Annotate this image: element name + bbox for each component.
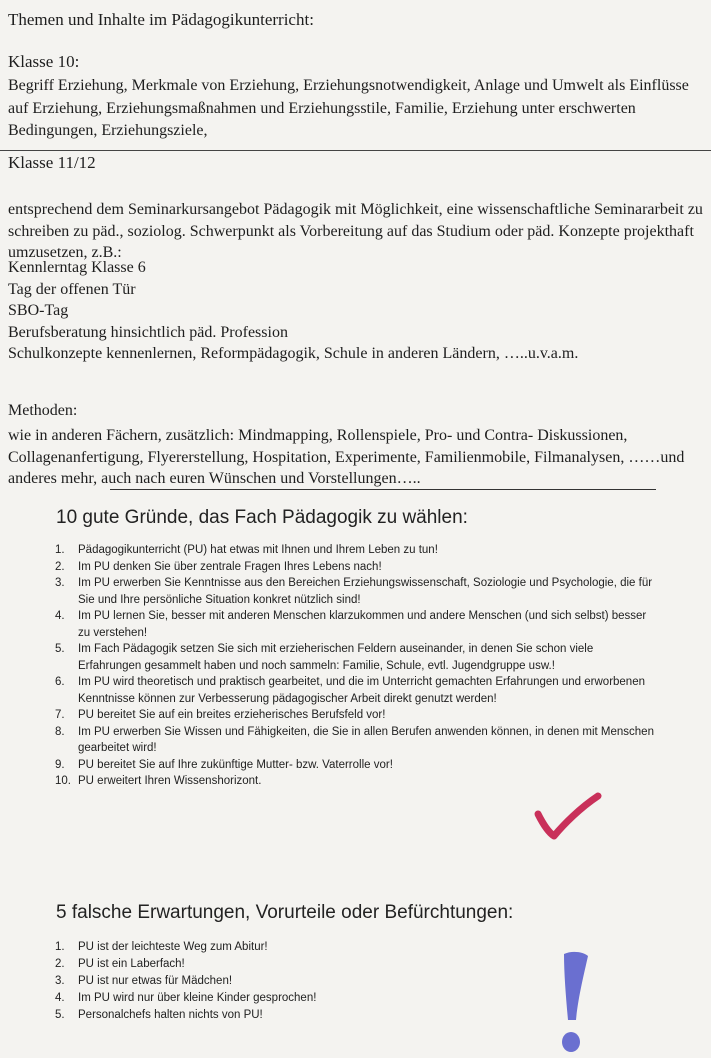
list-number: 2. bbox=[55, 560, 65, 573]
list-text: Im PU erwerben Sie Kenntnisse aus den Bereichen Erziehungswissenschaft, Soziologie und Psychologie, die für Sie und Ihre persönliche Situation konkret nützlich sind! bbox=[78, 577, 653, 606]
list-number: 7. bbox=[55, 709, 65, 721]
class10-label: Klasse 10: bbox=[8, 52, 80, 71]
list-text: PU bereitet Sie auf Ihre zukünftige Mutter- bzw. Vaterrolle vor! bbox=[78, 758, 393, 771]
list-item bbox=[55, 1007, 475, 1024]
list-item bbox=[55, 990, 475, 1007]
divider-line bbox=[0, 150, 711, 151]
list-text: Im PU wird theoretisch und praktisch gearbeitet, und die im Unterricht gemachten Erfahrungen und erworbenen Kenntnisse können zur Verbesserung pädagogischer Arbeit direkt genutzt werden! bbox=[78, 676, 645, 705]
example-item: Kennlerntag Klasse 6 bbox=[8, 259, 146, 276]
exclamation-bar bbox=[564, 952, 588, 1020]
list-number: 5. bbox=[55, 643, 65, 655]
methods-text: wie in anderen Fächern, zusätzlich: Mindmapping, Rollenspiele, Pro- und Contra- Diskussionen, Collagenanfertigung, Flyererstellung, Hospitation, Experimente, Familienmobile, Filmanalysen, ……und anderes mehr, auch nach euren Wünschen und Vorstellungen….. bbox=[8, 427, 685, 487]
list-number: 1. bbox=[55, 941, 65, 953]
list-text: Im PU lernen Sie, besser mit anderen Menschen klarzukommen und andere Menschen (und sich selbst) besser zu verstehen! bbox=[78, 610, 647, 639]
example-item: Schulkonzepte kennenlernen, Reformpädagogik, Schule in anderen Ländern, …..u.v.a.m. bbox=[8, 345, 579, 362]
list-number: 8. bbox=[55, 725, 65, 738]
reasons-title: 10 gute Gründe, das Fach Pädagogik zu wählen: bbox=[56, 507, 468, 528]
exclamation-dot bbox=[562, 1032, 580, 1052]
list-number: 6. bbox=[55, 676, 65, 688]
divider-line bbox=[110, 489, 656, 490]
list-item bbox=[55, 575, 655, 608]
list-item bbox=[55, 956, 475, 973]
list-number: 3. bbox=[55, 975, 65, 987]
list-item bbox=[55, 542, 655, 559]
class1112-label: Klasse 11/12 bbox=[8, 153, 96, 172]
list-item bbox=[55, 724, 655, 757]
list-text: Im PU denken Sie über zentrale Fragen Ihres Lebens nach! bbox=[78, 560, 382, 573]
list-number: 5. bbox=[55, 1009, 65, 1021]
misconceptions-title: 5 falsche Erwartungen, Vorurteile oder Befürchtungen: bbox=[56, 902, 514, 923]
class10-topics: Begriff Erziehung, Merkmale von Erziehung, Erziehungsnotwendigkeit, Anlage und Umwelt als Einflüsse auf Erziehung, Erziehungsmaßnahmen und Erziehungsstile, Familie, Erziehung unter erschwerten Bedingungen, Erziehungsziele, bbox=[8, 77, 689, 139]
list-item bbox=[55, 559, 655, 576]
list-item bbox=[55, 641, 655, 674]
list-item bbox=[55, 973, 475, 990]
list-item bbox=[55, 608, 655, 641]
list-number: 4. bbox=[55, 610, 65, 622]
example-item: Berufsberatung hinsichtlich päd. Profession bbox=[8, 323, 288, 341]
page-heading: Themen und Inhalte im Pädagogikunterricht: bbox=[8, 10, 314, 29]
class1112-description: entsprechend dem Seminarkursangebot Pädagogik mit Möglichkeit, eine wissenschaftliche Seminararbeit zu schreiben zu päd., soziolog. Schwerpunkt als Vorbereitung auf das Studium oder päd. Konzepte projekthaft umzusetzen, z.B.: bbox=[8, 201, 703, 261]
misconceptions-list bbox=[55, 939, 475, 1024]
list-item bbox=[55, 939, 475, 956]
list-text: Im PU wird nur über kleine Kinder gesprochen! bbox=[78, 992, 317, 1004]
list-item bbox=[55, 773, 655, 790]
list-text: Im Fach Pädagogik setzen Sie sich mit erzieherischen Feldern auseinander, in denen Sie schon viele Erfahrungen gesammelt haben und noch sammeln: Familie, Schule, evtl. Jugendgruppe usw.! bbox=[78, 643, 594, 672]
methods-label: Methoden: bbox=[8, 402, 78, 419]
checkmark-stroke bbox=[538, 796, 598, 836]
list-text: PU erweitert Ihren Wissenshorizont. bbox=[78, 775, 262, 787]
list-text: PU bereitet Sie auf ein breites erzieherisches Berufsfeld vor! bbox=[78, 709, 386, 721]
list-number: 4. bbox=[55, 992, 65, 1004]
list-text: PU ist der leichteste Weg zum Abitur! bbox=[78, 941, 268, 953]
list-text: PU ist ein Laberfach! bbox=[78, 958, 185, 970]
list-item bbox=[55, 674, 655, 707]
reasons-list bbox=[55, 542, 655, 790]
class1112-examples bbox=[8, 257, 578, 365]
list-item bbox=[55, 707, 655, 724]
list-text: Im PU erwerben Sie Wissen und Fähigkeiten, die Sie in allen Berufen anwenden können, in denen mit Menschen gearbeitet wird! bbox=[78, 725, 654, 754]
list-text: Pädagogikunterricht (PU) hat etwas mit Ihnen und Ihrem Leben zu tun! bbox=[78, 544, 438, 556]
list-item bbox=[55, 757, 655, 774]
list-text: PU ist nur etwas für Mädchen! bbox=[78, 975, 233, 987]
exclamation-icon bbox=[552, 946, 596, 1058]
list-number: 1. bbox=[55, 544, 65, 556]
list-text: Personalchefs halten nichts von PU! bbox=[78, 1009, 263, 1021]
list-number: 3. bbox=[55, 577, 65, 589]
example-item: Tag der offenen Tür bbox=[8, 280, 136, 298]
list-number: 9. bbox=[55, 758, 65, 771]
list-number: 2. bbox=[55, 958, 65, 970]
list-number: 10. bbox=[55, 775, 71, 787]
example-item: SBO-Tag bbox=[8, 302, 69, 319]
checkmark-icon bbox=[528, 790, 608, 850]
